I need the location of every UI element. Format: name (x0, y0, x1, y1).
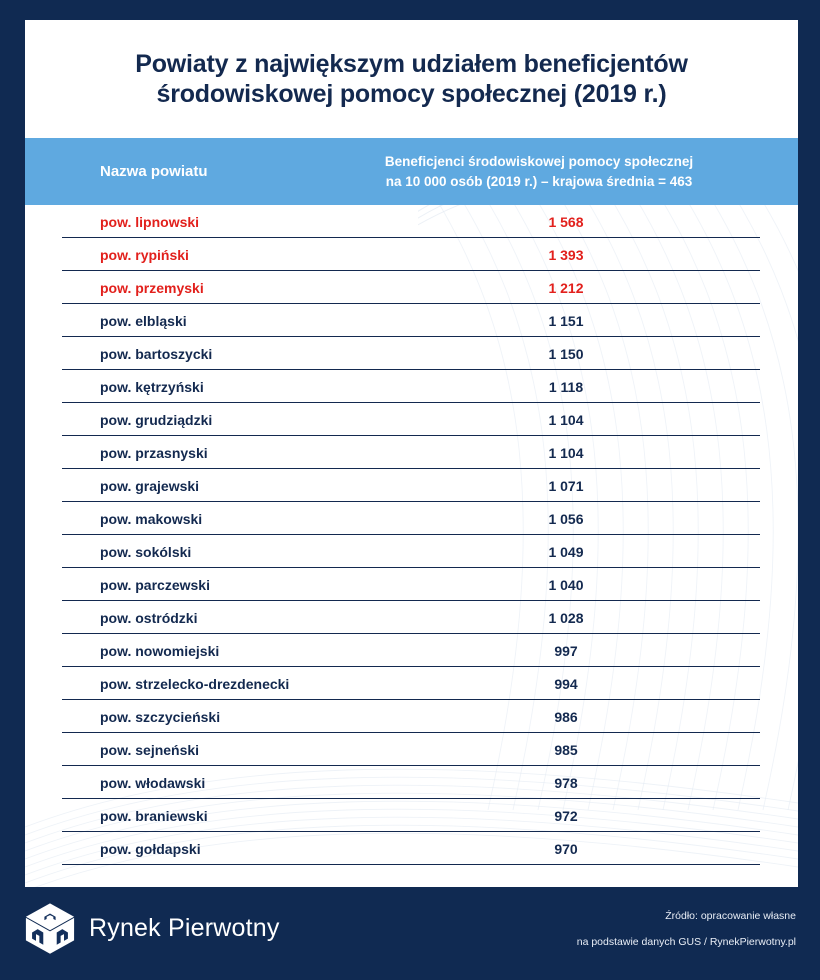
row-county-name: pow. sokólski (100, 543, 192, 560)
row-divider (62, 864, 760, 866)
table-header-row (25, 138, 798, 205)
column-header-name: Nazwa powiatu (100, 163, 208, 180)
row-beneficiaries-value: 972 (554, 807, 578, 824)
table-row (25, 337, 798, 370)
page-title (25, 20, 798, 138)
table-row (25, 799, 798, 832)
table-row (25, 370, 798, 403)
table-body (25, 205, 798, 865)
title-line-1: Powiaty z największym udziałem beneficjentów (135, 50, 688, 78)
table-row (25, 667, 798, 700)
row-county-name: pow. przasnyski (100, 444, 208, 461)
title-line-2: środowiskowej pomocy społecznej (2019 r.) (156, 80, 667, 108)
table-row (25, 304, 798, 337)
brand (22, 900, 280, 956)
row-beneficiaries-value: 1 040 (548, 576, 584, 593)
row-beneficiaries-value: 1 212 (548, 279, 584, 296)
table-row (25, 634, 798, 667)
row-county-name: pow. włodawski (100, 774, 206, 791)
column-header-value (310, 138, 798, 205)
row-county-name: pow. rypiński (100, 246, 189, 263)
table-card (25, 20, 798, 887)
row-county-name: pow. sejneński (100, 741, 200, 758)
table-row (25, 700, 798, 733)
table-row (25, 832, 798, 865)
row-county-name: pow. bartoszycki (100, 345, 213, 362)
row-county-name: pow. kętrzyński (100, 378, 204, 395)
row-county-name: pow. grajewski (100, 477, 200, 494)
table-row (25, 469, 798, 502)
row-county-name: pow. braniewski (100, 807, 208, 824)
row-beneficiaries-value: 1 071 (548, 477, 584, 494)
brand-name: Rynek Pierwotny (89, 913, 280, 942)
row-beneficiaries-value: 1 104 (548, 444, 584, 461)
row-beneficiaries-value: 970 (554, 840, 578, 857)
table-row (25, 568, 798, 601)
column-header-value-line-2: na 10 000 osób (2019 r.) – krajowa średnia = 463 (385, 173, 693, 189)
row-county-name: pow. ostródzki (100, 609, 198, 626)
table-row (25, 403, 798, 436)
row-county-name: pow. parczewski (100, 576, 210, 593)
row-county-name: pow. gołdapski (100, 840, 201, 857)
row-beneficiaries-value: 997 (554, 642, 578, 659)
row-county-name: pow. makowski (100, 510, 203, 527)
row-beneficiaries-value: 986 (554, 708, 578, 725)
row-beneficiaries-value: 1 568 (548, 213, 584, 230)
table-row (25, 502, 798, 535)
row-beneficiaries-value: 1 393 (548, 246, 584, 263)
source-attribution (577, 903, 796, 955)
row-beneficiaries-value: 978 (554, 774, 578, 791)
row-beneficiaries-value: 1 104 (548, 411, 584, 428)
row-beneficiaries-value: 1 118 (548, 378, 584, 395)
row-beneficiaries-value: 994 (554, 675, 578, 692)
source-line-1: Źródło: opracowanie własne (665, 910, 796, 922)
column-header-value-line-1: Beneficjenci środowiskowej pomocy społecznej (384, 153, 694, 169)
row-beneficiaries-value: 985 (554, 741, 578, 758)
row-county-name: pow. nowomiejski (100, 642, 220, 659)
table-row (25, 535, 798, 568)
row-beneficiaries-value: 1 028 (548, 609, 584, 626)
row-beneficiaries-value: 1 151 (548, 312, 584, 329)
source-line-2: na podstawie danych GUS / RynekPierwotny.pl (576, 936, 796, 948)
row-beneficiaries-value: 1 056 (548, 510, 584, 527)
row-beneficiaries-value: 1 049 (548, 543, 584, 560)
row-county-name: pow. przemyski (100, 279, 204, 296)
row-county-name: pow. szczycieński (100, 708, 221, 725)
cube-logo-icon (22, 900, 78, 956)
table-row (25, 436, 798, 469)
row-county-name: pow. lipnowski (100, 213, 200, 230)
table-row (25, 733, 798, 766)
row-county-name: pow. elbląski (100, 312, 187, 329)
table-row (25, 766, 798, 799)
footer (0, 887, 820, 980)
table-row (25, 601, 798, 634)
row-county-name: pow. strzelecko-drezdenecki (100, 675, 290, 692)
table-row (25, 238, 798, 271)
row-beneficiaries-value: 1 150 (548, 345, 584, 362)
table-row (25, 271, 798, 304)
table-row (25, 205, 798, 238)
row-county-name: pow. grudziądzki (100, 411, 213, 428)
